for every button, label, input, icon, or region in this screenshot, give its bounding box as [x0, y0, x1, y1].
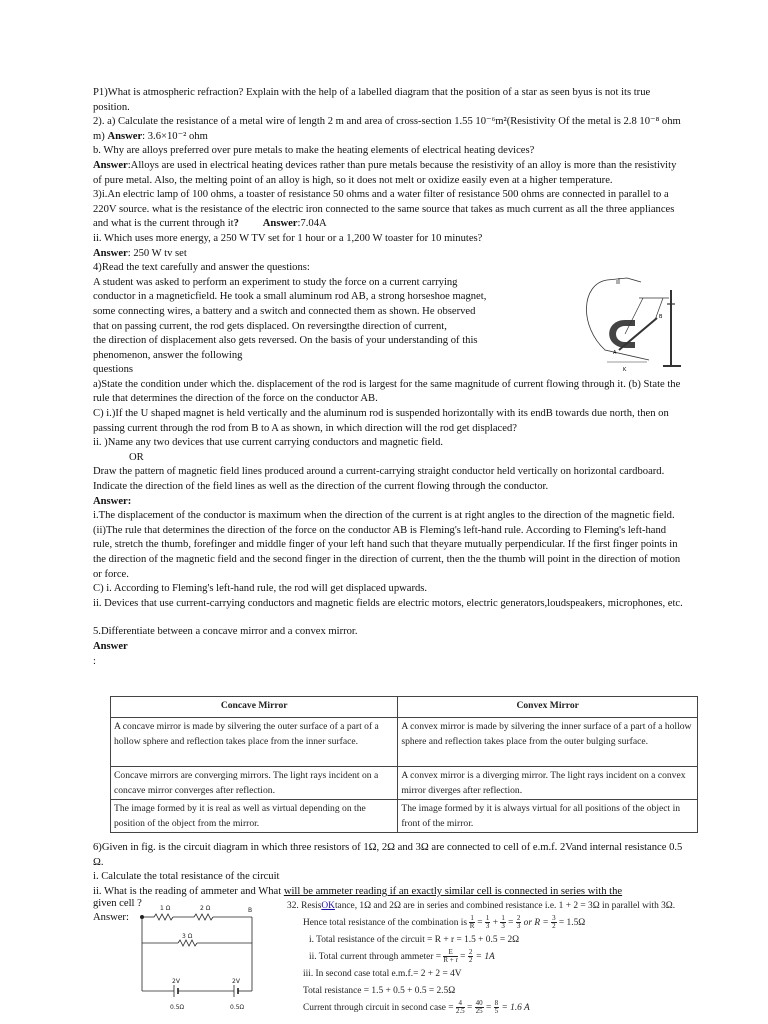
q5-answer-label: Answer: [93, 640, 128, 652]
table-row: [111, 800, 698, 833]
q4-line: that on passing current, the rod gets displaced. On reversingthe direction of current,: [93, 320, 447, 332]
sol-link[interactable]: OK: [321, 901, 335, 911]
sol-text: ii. Total current through ammeter =: [309, 952, 444, 962]
q3ii-answer: [93, 247, 683, 262]
sol-text: tance, 1Ω and 2Ω are in series and combined resistance i.e. 1 + 2 = 3Ω in parallel with 3Ω.: [334, 901, 676, 911]
mirror-comparison-table: [110, 696, 698, 833]
q4-draw-text: Draw the pattern of magnetic field lines produced around a current-carrying straight conductor held vertically on horizontal cardboard. Indicate the direction of the field lines as well as the direction of the current flowing through the conductor.: [93, 466, 665, 493]
fraction: $\frac{3}{2}$: [552, 914, 556, 931]
label-i1: 0.5Ω: [170, 1004, 185, 1011]
q4-line: phenomenon, answer the following: [93, 349, 243, 361]
or-separator: OR: [129, 451, 144, 463]
label-k: K: [623, 366, 627, 372]
q6-text: 6)Given in fig. is the circuit diagram in which three resistors of 1Ω, 2Ω and 3Ω are connected to cell of e.m.f. 2Vand internal resistance 0.5 Ω.: [93, 842, 683, 868]
fraction: $\frac{2}{3}$: [516, 914, 521, 931]
sol-text: 32. Resis: [287, 901, 322, 911]
sol-text: Current through circuit in second case =: [303, 1003, 456, 1013]
q2a-question: 2). a) Calculate the resistance of a metal wire of length 2 m and area of cross-section 1.55 10⁻⁶m²(Resistivity Of the metal is 2.8 10⁻⁸ ohm m): [93, 116, 681, 142]
table-cell: Concave mirrors are converging mirrors. The light rays incident on a concave mirror converges after reflection.: [111, 767, 398, 800]
q3ii-text: ii. Which uses more energy, a 250 W TV set for 1 hour or a 1,200 W toaster for 10 minutes?: [93, 232, 483, 244]
fraction: $\frac{4}{2.5}$: [455, 999, 465, 1016]
q3-answer-label: Answer: [262, 218, 298, 230]
table-cell: A convex mirror is made by silvering the inner surface of a part of a hollow sphere and reflection takes place from the outer bulging surface.: [398, 718, 698, 767]
fraction: $\frac{1}{3}$: [501, 914, 505, 931]
q5-colon: :: [93, 655, 96, 667]
sol-text: Hence total resistance of the combination is: [303, 918, 470, 928]
q6-solution: [287, 898, 675, 1017]
table-cell: The image formed by it is real as well as virtual depending on the position of the object from the mirror.: [111, 800, 398, 833]
fraction: $\frac{2}{2}$: [468, 948, 473, 965]
table-header: Convex Mirror: [398, 697, 698, 718]
horseshoe-magnet-diagram: [577, 276, 685, 372]
q3-qmark: ?: [233, 218, 239, 230]
q3-answer: :7.04A: [297, 218, 327, 230]
sol-text: or R =: [521, 918, 552, 928]
q3ii-answer-text: : 250 W tv set: [127, 247, 187, 259]
sol-line-1: [287, 898, 675, 915]
q5-text: 5.Differentiate between a concave mirror and a convex mirror.: [93, 626, 358, 638]
question-sheet: [93, 86, 683, 669]
label-r2: 2 Ω: [200, 905, 211, 912]
q4a-text: a)State the condition under which the. displacement of the rod is largest for the same magnitude of current flowing through it. (b) State the rule that determines the direction of the force on the conductor AB.: [93, 378, 681, 405]
q6-ii-part-a: ii. What is the reading of ammeter and What: [93, 885, 284, 897]
fraction: $\frac{8}{5}$: [494, 999, 499, 1016]
q6-i: i. Calculate the total resistance of the circuit: [93, 871, 280, 883]
label-r1: 1 Ω: [160, 905, 171, 912]
circuit-diagram: [140, 899, 290, 1019]
q3ii-answer-label: Answer: [93, 247, 128, 259]
sol-text: = 1A: [473, 952, 495, 962]
q4-line: the direction of displacement also gets reversed. On the basis of your understanding of this: [93, 335, 478, 347]
q4-line: some connecting wires, a battery and a switch and connected them as shown. He observed: [93, 305, 476, 317]
q6-given: given cell ?: [93, 898, 142, 909]
q6-answer-label: Answer:: [93, 912, 129, 923]
q6-block: [93, 841, 683, 899]
q4-line: A student was asked to perform an experiment to study the force on a current carrying: [93, 276, 458, 288]
label-i2: 0.5Ω: [230, 1004, 245, 1011]
q2a-answer: : 3.6×10⁻² ohm: [142, 130, 208, 142]
table-header: Concave Mirror: [111, 697, 398, 718]
fraction: $\frac{1}{R}$: [469, 914, 475, 931]
q4ii-text: ii. )Name any two devices that use current carrying conductors and magnetic field.: [93, 437, 444, 449]
sol-line-7: Current through circuit in second case = $\frac{4}{2.5}$ = $\frac{40}{25}$ = $\frac{8}{5}$ = 1.6 A: [303, 999, 530, 1016]
fraction: $\frac{40}{25}$: [475, 999, 483, 1016]
q4-answer-c: C) i. According to Fleming's left-hand rule, the rod will get displaced upwards.: [93, 583, 428, 595]
table-cell: A convex mirror is a diverging mirror. The light rays incident on a convex mirror diverges after reflection.: [398, 767, 698, 800]
q2a-answer-label: Answer: [107, 130, 143, 142]
experiment-block: [93, 276, 683, 378]
experiment-text: [93, 276, 533, 378]
fraction: $\frac{1}{3}$: [485, 914, 490, 931]
q2b-text: b. Why are alloys preferred over pure metals to make the heating elements of electrical heating devices?: [93, 145, 535, 157]
table-cell: The image formed by it is always virtual for all positions of the object in front of the mirror.: [398, 800, 698, 833]
q2a-text: [93, 115, 683, 144]
q4-answer-label: Answer:: [93, 495, 132, 507]
q4-answer-i: i.The displacement of the conductor is maximum when the direction of the current is at right angles to the direction of the magnetic field. (ii)The rule that determines the direction of the force on the conductor AB is Fleming's left-hand rule. According to Fleming's left-hand rule, stretch the thumb, forefinger and middle finger of your left hand such that theyare mutually perpendicular. If the first finger points in the direction of the magnetic field and the second finger in the direction of current, then the the thumb will point in the direction of motion or force.: [93, 510, 681, 580]
sol-line-3: i. Total resistance of the circuit = R + r = 1.5 + 0.5 = 2Ω: [309, 935, 520, 945]
sol-line-6: Total resistance = 1.5 + 0.5 + 0.5 = 2.5Ω: [303, 986, 456, 996]
q3-text: [93, 188, 683, 232]
q4-line: conductor in a magneticfield. He took a small aluminum rod AB, a strong horseshoe magnet,: [93, 291, 487, 303]
label-v1: 2V: [172, 978, 180, 985]
q4c-text: C) i.)If the U shaped magnet is held vertically and the aluminum rod is suspended horizontally with its endB towards due north, then on passing current through the rod from B to A as shown, in which direction will the rod get displaced?: [93, 408, 669, 434]
sol-text: = 1.6 A: [499, 1003, 530, 1013]
q2b-answer: [93, 159, 683, 188]
q3-question: 3)i.An electric lamp of 100 ohms, a toaster of resistance 50 ohms and a water filter of resistance 500 ohms are connected in parallel to a 220V source. what is the resistance of the electric iron connected to the same source that takes as much current as all the three appliances and what is the current through it: [93, 189, 675, 230]
q6-ii-part-b: will be ammeter reading if an exactly similar cell is connected in series with the: [283, 885, 623, 897]
q1-text: P1)What is atmospheric refraction? Explain with the help of a labelled diagram that the position of a star as seen byus is not its true position.: [93, 87, 651, 113]
sol-line-2: Hence total resistance of the combination is $\frac{1}{R}$ = $\frac{1}{3}$ + $\frac{1}{3}$ = $\frac{2}{3}$ or R = $\frac{3}{2}$ = 1.5Ω: [303, 914, 586, 931]
sol-text: = 1.5Ω: [556, 918, 586, 928]
sol-line-5: iii. In second case total e.m.f.= 2 + 2 = 4V: [303, 969, 462, 979]
fraction: $\frac{E}{R + r}$: [443, 948, 458, 965]
sol-line-4: ii. Total current through ammeter = $\frac{E}{R + r}$ = $\frac{2}{2}$ = 1A: [309, 948, 495, 965]
q4-answer-ii: ii. Devices that use current-carrying conductors and magnetic fields are electric motors, electric generators,loudspeakers, microphones, etc.: [93, 597, 683, 609]
label-v2: 2V: [232, 978, 240, 985]
label-a: A: [613, 349, 617, 356]
q2b-answer-label: Answer: [93, 159, 128, 171]
q4-line: questions: [93, 364, 134, 376]
label-b: B: [659, 313, 663, 320]
label-r3: 3 Ω: [182, 933, 193, 940]
q4-intro: 4)Read the text carefully and answer the questions:: [93, 262, 310, 274]
table-row: [111, 767, 698, 800]
table-cell: A concave mirror is made by silvering the outer surface of a part of a hollow sphere and reflection takes place from the inner surface.: [111, 718, 398, 767]
label-node-b: B: [248, 907, 253, 914]
q2b-answer-text: :Alloys are used in electrical heating devices rather than pure metals because the resistivity of an alloy is more than the resistivity of pure metal. Also, the melting point of an alloy is high, so it does not melt or oxidize easily even at a higher temperature.: [93, 159, 677, 186]
table-row: [111, 718, 698, 767]
